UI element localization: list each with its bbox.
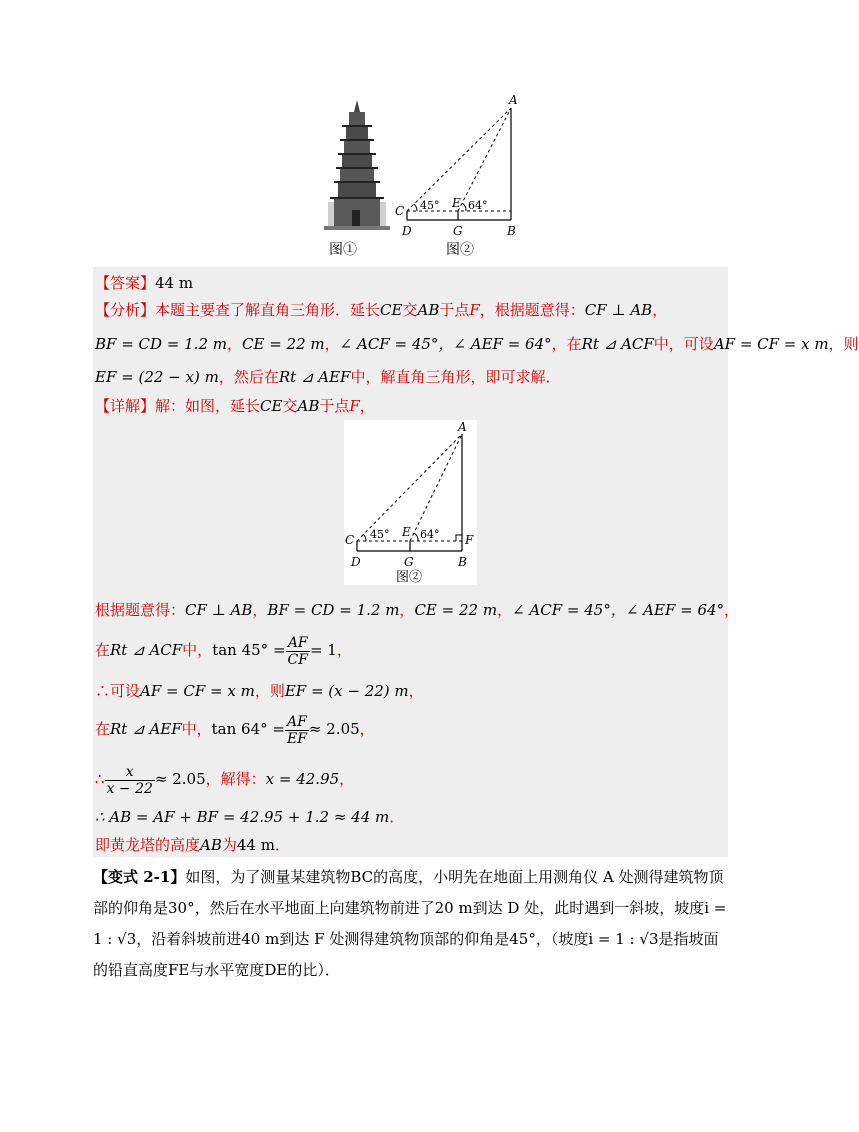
fraction-den: x − 22 (106, 780, 153, 797)
answer-line (95, 272, 193, 294)
analysis-text: ，在 (551, 335, 582, 353)
variant-question (93, 862, 733, 986)
solution-text: 中， (181, 720, 212, 738)
solution-text: ∴ (95, 770, 105, 788)
tower-photo (324, 100, 390, 230)
analysis-text: 交 (402, 301, 418, 319)
punct: ， (724, 601, 740, 619)
punct: ， (339, 770, 355, 788)
math: ≈ 2.05 (154, 770, 206, 788)
label-e: E (402, 525, 411, 539)
solution-line-3 (95, 680, 424, 702)
angle-45-label: 45° (420, 199, 440, 212)
figure-caption-1: 图① (329, 242, 357, 258)
solution-text: ，解得： (205, 770, 266, 788)
math: CF ⊥ AB (185, 601, 253, 619)
punct: ， (227, 335, 243, 353)
math: Rt ⊿ ACF (110, 641, 183, 659)
figure-caption-2: 图② (446, 242, 474, 258)
punct: ， (359, 397, 375, 415)
analysis-text: ，则 (828, 335, 859, 353)
answer-tag: 【答案】 (95, 274, 156, 292)
solution-text: 中， (182, 641, 213, 659)
variant-tag: 【变式 2-1】 (93, 868, 186, 886)
analysis-text: ，根据题意得： (479, 301, 585, 319)
math: EF = (x − 22) m (284, 682, 409, 700)
label-c: C (345, 533, 355, 547)
fraction-af-ef (285, 714, 309, 747)
solution-text: 为 (221, 836, 237, 854)
math: x = 42.95 (265, 770, 340, 788)
math: ∴ AB = AF + BF = 42.95 + 1.2 ≈ 44 m (95, 808, 390, 826)
math: BF = CD = 1.2 m (267, 601, 400, 619)
math-ef: EF = (22 − x) m (95, 368, 219, 386)
analysis-line-1 (95, 299, 667, 321)
math-ce-len: CE = 22 m (242, 335, 325, 353)
analysis-text: 于点 (439, 301, 470, 319)
angle-64-label: 64° (468, 199, 488, 212)
math: Rt ⊿ AEF (110, 720, 182, 738)
math-f: F (469, 301, 480, 319)
variant-text: 如图，为了测量某建筑物BC的高度，小明先在地面上用测角仪 A 处测得建筑物顶部的仰角是30°，然后在水平地面上向建筑物前进了20 m到达 D 处，此时遇到一斜坡，坡度i = 1 : √3，沿着斜坡前进40 m到达 F 处测得建筑物顶部的仰角是45°，（坡度i = 1 : √3是指坡面的铅直高度FE与水平宽度DE的比）． (93, 868, 727, 979)
solution-text: 即黄龙塔的高度 (95, 836, 201, 854)
detail-text: 解：如图，延长 (155, 397, 261, 415)
label-d: D (351, 555, 361, 569)
fraction-num: AF (286, 635, 310, 652)
punct: ， (399, 601, 415, 619)
fraction-den: EF (286, 730, 307, 747)
math: AB (200, 836, 222, 854)
label-a: A (458, 420, 467, 434)
analysis-text: ，然后在 (218, 368, 279, 386)
math: 44 m (236, 836, 275, 854)
punct: ． (274, 836, 290, 854)
math: CE = 22 m (414, 601, 498, 619)
label-e: E (452, 196, 461, 210)
math-bf: BF = CD = 1.2 m (95, 335, 227, 353)
punct: ， (324, 335, 340, 353)
label-g: G (404, 555, 414, 569)
punct: ， (497, 601, 513, 619)
label-a: A (509, 93, 518, 107)
fraction-af-cf (286, 635, 310, 668)
analysis-line-3 (95, 366, 560, 388)
punct: ， (408, 682, 424, 700)
math: ≈ 2.05 (308, 720, 360, 738)
math-ce: CE (260, 397, 283, 415)
solution-text: ∴可设 (95, 682, 141, 700)
figure-top (316, 92, 532, 262)
triangle-diagram-with-f (344, 420, 477, 585)
punct: ， (336, 641, 352, 659)
fraction-den: CF (287, 651, 308, 668)
fraction-num: AF (285, 714, 309, 731)
solution-text: 在 (95, 720, 111, 738)
analysis-line-2 (95, 333, 859, 355)
punct: ， (359, 720, 375, 738)
math-ab: AB (417, 301, 440, 319)
math: ∠ ACF = 45°，∠ AEF = 64° (512, 601, 725, 619)
solution-line-2 (95, 633, 352, 668)
analysis-text: 本题主要查了解直角三角形．延长 (155, 301, 381, 319)
label-g: G (453, 224, 463, 238)
tower-photo-and-diagram (316, 92, 532, 262)
analysis-tag: 【分析】 (95, 301, 156, 319)
solution-line-7 (95, 834, 290, 856)
solution-text: ，则 (254, 682, 285, 700)
answer-value: 44 m (155, 274, 194, 292)
math-ab: AB (297, 397, 320, 415)
detail-text: 交 (282, 397, 298, 415)
fraction-num: x (105, 764, 155, 781)
solution-text: 根据题意得： (95, 601, 186, 619)
punct: ． (389, 808, 405, 826)
solution-line-4 (95, 712, 375, 747)
detail-line-1 (95, 395, 375, 417)
math-angles: ∠ ACF = 45°，∠ AEF = 64° (339, 335, 552, 353)
detail-text: 于点 (319, 397, 350, 415)
analysis-text: 中，解直角三角形，即可求解． (350, 368, 561, 386)
label-c: C (395, 204, 405, 218)
math-af-cf: AF = CF = x m (713, 335, 829, 353)
label-b: B (458, 555, 467, 569)
label-b: B (507, 224, 516, 238)
label-d: D (402, 224, 412, 238)
solution-line-5 (95, 762, 354, 797)
math-rt-acf: Rt ⊿ ACF (581, 335, 654, 353)
figure-mid (344, 420, 477, 585)
fraction-x (105, 764, 155, 797)
math-perp: CF ⊥ AB (584, 301, 653, 319)
punct: ， (252, 601, 268, 619)
math: tan 45° = (212, 641, 286, 659)
solution-text: 在 (95, 641, 111, 659)
math-f: F (349, 397, 360, 415)
math-ce: CE (380, 301, 403, 319)
figure-caption: 图② (396, 570, 423, 585)
solution-line-1 (95, 599, 739, 621)
math-rt-aef: Rt ⊿ AEF (278, 368, 351, 386)
math: AF = CF = x m (140, 682, 255, 700)
math: tan 64° = (211, 720, 285, 738)
detail-tag: 【详解】 (95, 397, 156, 415)
label-f: F (465, 533, 474, 547)
angle-45-label: 45° (370, 528, 390, 541)
math: = 1 (309, 641, 337, 659)
angle-64-label: 64° (420, 528, 440, 541)
solution-line-6 (95, 806, 404, 828)
analysis-text: 中，可设 (653, 335, 714, 353)
punct: ， (652, 301, 668, 319)
